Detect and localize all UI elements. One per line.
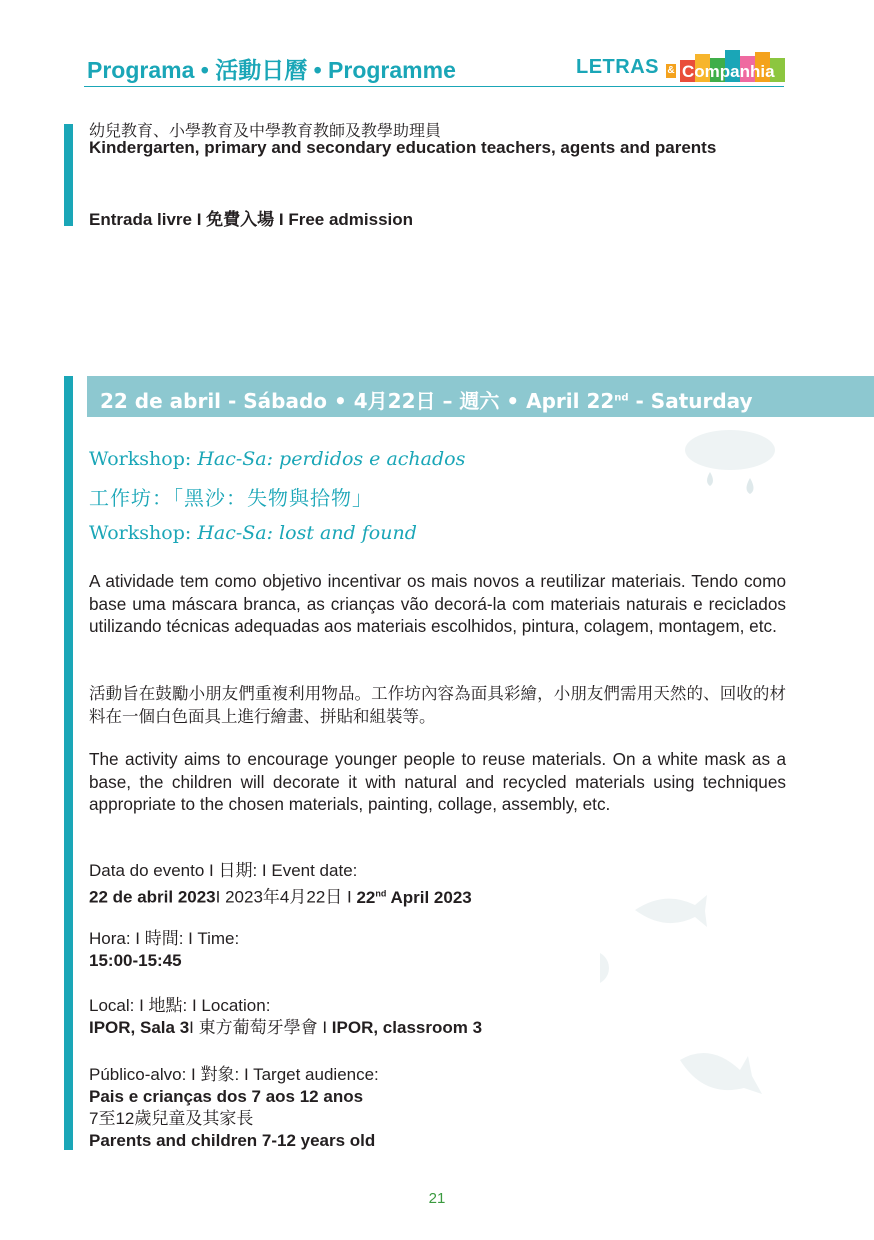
- target-audience-pt: Pais e crianças dos 7 aos 12 anos: [89, 1087, 364, 1106]
- event-time-block: [89, 928, 239, 972]
- location-en: IPOR, classroom 3: [331, 1018, 483, 1037]
- date-band-text: [100, 385, 753, 414]
- top-section-accent-bar: [64, 124, 73, 226]
- fish-icon: [635, 895, 707, 927]
- date-band-sup: nd: [614, 392, 629, 404]
- event-date-value: [89, 882, 472, 909]
- fish-icon: [680, 1053, 762, 1094]
- event-date-en: [356, 888, 471, 907]
- date-band-main: 22 de abril - Sábado • 4月22日 – 週六 • April 22: [100, 389, 615, 413]
- logo-companhia-text: Companhia: [682, 62, 775, 81]
- location-pt: IPOR, Sala 3: [89, 1018, 190, 1037]
- workshop-name: Hac-Sa: lost and found: [197, 522, 417, 544]
- admission-info: Entrada livre I 免費入場 I Free admission: [89, 210, 414, 229]
- header-divider: [84, 86, 784, 87]
- event-time-value: 15:00-15:45: [89, 951, 182, 970]
- event-date-zh: I 2023年4月22日 I: [215, 887, 357, 907]
- event-date-day: 22: [356, 887, 376, 907]
- drop-icon: [707, 472, 713, 486]
- event-date-month: April 2023: [386, 887, 472, 907]
- workshop-title-pt: [89, 448, 465, 470]
- location-zh: I 東方葡萄牙學會 I: [189, 1018, 332, 1037]
- workshop-name: Hac-Sa: perdidos e achados: [197, 448, 466, 470]
- workshop-title-en: [89, 522, 417, 544]
- event-time-label: Hora: I 時間: I Time:: [89, 929, 240, 948]
- event-date-sup: nd: [375, 888, 387, 898]
- event-date-label: Data do evento I 日期: I Event date:: [89, 861, 358, 880]
- event-location-value: [89, 1017, 482, 1039]
- letras-companhia-logo: [576, 50, 786, 84]
- event-location-label: Local: I 地點: I Location:: [89, 996, 271, 1015]
- target-audience-label: Público-alvo: I 對象: I Target audience:: [89, 1065, 379, 1084]
- page-number: 21: [428, 1190, 446, 1207]
- audience-en: Kindergarten, primary and secondary education teachers, agents and parents: [89, 138, 717, 157]
- target-audience-block: [89, 1064, 379, 1152]
- audience-zh: 幼兒教育、小學教育及中學教育教師及教學助理員: [89, 123, 442, 140]
- description-zh: 活動旨在鼓勵小朋友們重複利用物品。工作坊內容為面具彩繪，小朋友們需用天然的、回收的材料在一個白色面具上進行繪畫、拼貼和組裝等。: [89, 685, 786, 726]
- event-location-block: [89, 995, 482, 1039]
- target-audience-en: Parents and children 7-12 years old: [89, 1131, 376, 1150]
- workshop-label: Workshop:: [89, 448, 198, 470]
- description-en: The activity aims to encourage younger people to reuse materials. On a white mask as a base, the children will decorate it with natural and recycled materials using techniques appropriate to the chosen materials, painting, collage, assembly, etc.: [89, 749, 786, 814]
- drop-icon: [747, 478, 754, 494]
- workshop-title-zh: 工作坊：「黑沙：失物與拾物」: [89, 488, 373, 510]
- mask-shape: [685, 430, 775, 470]
- target-audience-zh: 7至12歲兒童及其家長: [89, 1109, 254, 1128]
- event-date-pt: 22 de abril 2023: [89, 887, 216, 907]
- event-date-block: [89, 860, 472, 909]
- main-section-accent-bar: [64, 376, 73, 1150]
- logo-letras-text: LETRAS: [576, 56, 659, 78]
- header-title: Programa • 活動日曆 • Programme: [87, 57, 456, 83]
- workshop-label: Workshop:: [89, 522, 198, 544]
- bubble-shape: [600, 951, 609, 985]
- logo-ampersand: &: [667, 65, 675, 76]
- description-pt: A atividade tem como objetivo incentivar os mais novos a reutilizar materiais. Tendo como base uma máscara branca, as crianças vão decorá-la com materiais naturais e reciclados utilizando técnicas adequadas aos materiais escolhidos, pintura, colagem, montagem, etc.: [89, 571, 786, 636]
- date-band-weekday: - Saturday: [628, 389, 753, 413]
